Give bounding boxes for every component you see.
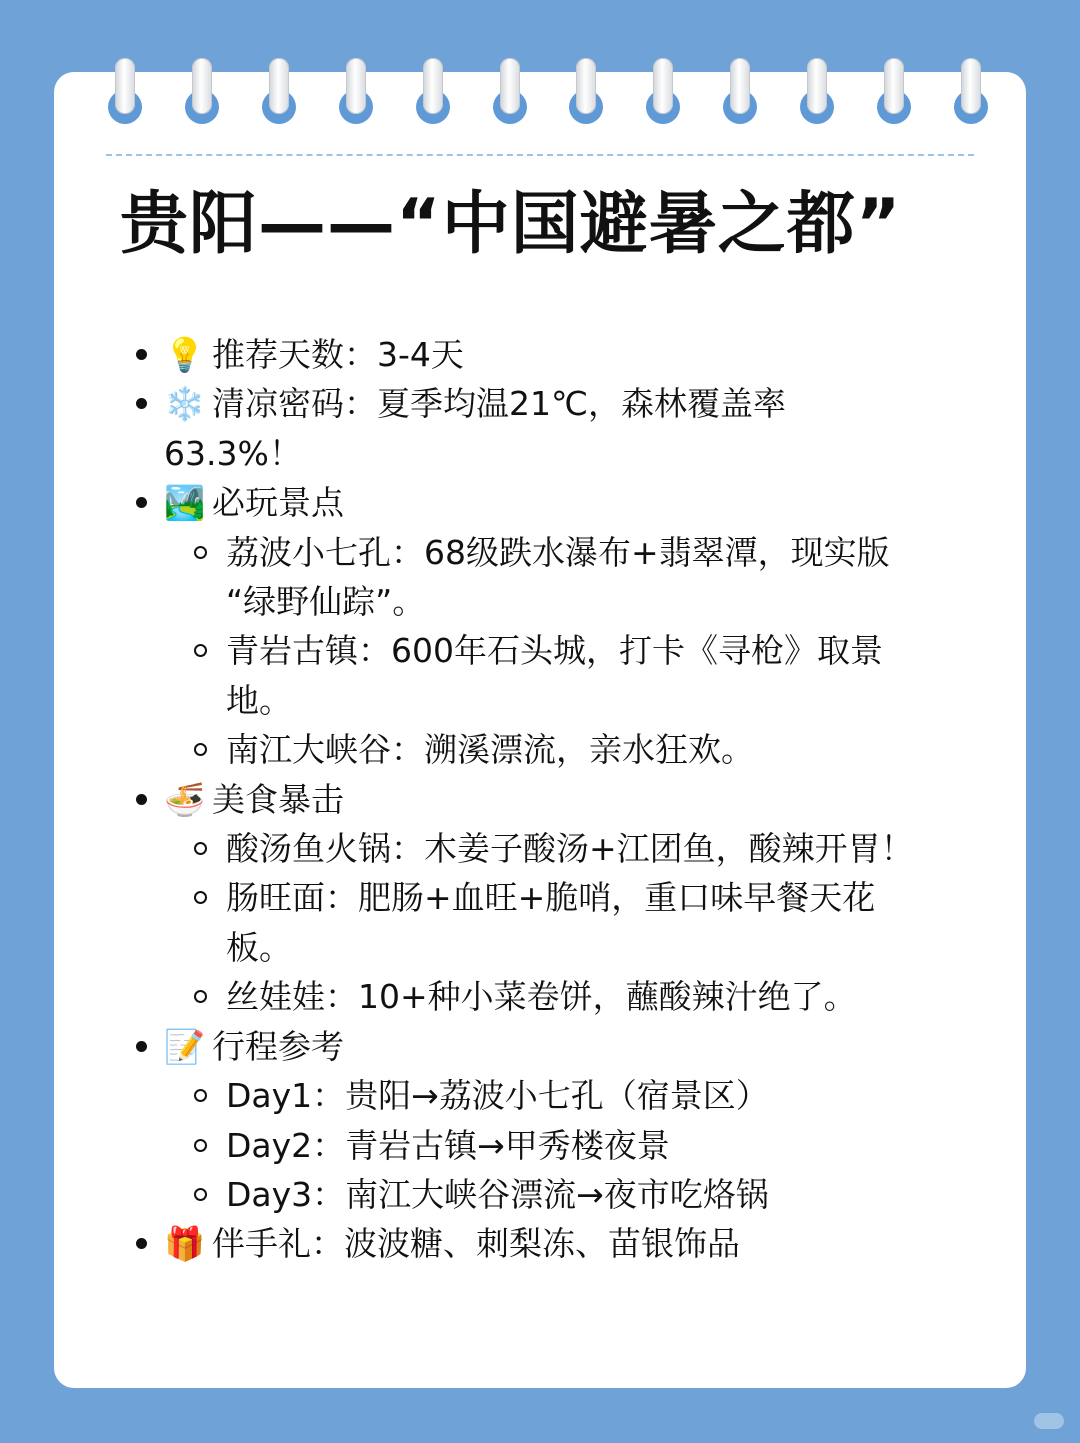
binder-ring <box>877 58 911 124</box>
sub-item-text: Day3：南江大峡谷漂流→夜市吃烙锅 <box>226 1174 769 1214</box>
sub-item-text: 酸汤鱼火锅：木姜子酸汤+江团鱼，酸辣开胃！ <box>226 829 914 869</box>
sub-item <box>128 626 958 725</box>
sub-item <box>128 528 958 627</box>
list-item-text: 美食暴击 <box>212 779 344 819</box>
list-item-food <box>128 775 958 824</box>
sub-item-text-continued: “绿野仙踪”。 <box>226 582 426 622</box>
bullet-dot <box>136 398 147 409</box>
page-title: 贵阳——“中国避暑之都” <box>120 185 902 264</box>
list-item-days <box>128 330 958 379</box>
bullet-circle <box>194 1089 207 1102</box>
sub-item <box>128 873 958 972</box>
sub-item-text-continued: 板。 <box>226 927 292 967</box>
sub-item <box>128 824 958 873</box>
itinerary-list <box>128 330 958 1269</box>
sub-item <box>128 725 958 774</box>
sub-item-text: Day2：青岩古镇→甲秀楼夜景 <box>226 1125 670 1165</box>
bullet-circle <box>194 743 207 756</box>
gift-icon: 🎁 <box>164 1224 206 1264</box>
binder-ring <box>723 58 757 124</box>
binder-ring <box>108 58 142 124</box>
binder-ring <box>416 58 450 124</box>
watermark-badge <box>1034 1413 1064 1429</box>
bullet-circle <box>194 644 207 657</box>
sub-item-text: Day1：贵阳→荔波小七孔（宿景区） <box>226 1076 769 1116</box>
binder-ring <box>569 58 603 124</box>
binder-ring <box>493 58 527 124</box>
sub-item-text: 南江大峡谷：溯溪漂流，亲水狂欢。 <box>226 730 754 770</box>
list-item-schedule <box>128 1022 958 1071</box>
sub-item <box>128 1170 958 1219</box>
binder-ring <box>262 58 296 124</box>
sub-item <box>128 1121 958 1170</box>
memo-icon: 📝 <box>164 1026 206 1066</box>
bullet-circle <box>194 842 207 855</box>
bullet-dot <box>136 794 147 805</box>
bullet-circle <box>194 1188 207 1201</box>
landscape-icon: 🏞️ <box>164 483 206 523</box>
list-item-climate <box>128 379 958 478</box>
snowflake-icon: ❄️ <box>164 384 206 424</box>
bullet-dot <box>136 1238 147 1249</box>
lightbulb-icon: 💡 <box>164 335 206 374</box>
list-item-text: 推荐天数：3-4天 <box>212 335 464 374</box>
list-item-text: 必玩景点 <box>212 483 344 523</box>
list-item-text: 行程参考 <box>212 1026 344 1066</box>
bullet-dot <box>136 1041 147 1052</box>
binder-ring <box>800 58 834 124</box>
bullet-circle <box>194 1139 207 1152</box>
binder-ring <box>339 58 373 124</box>
noodle-bowl-icon: 🍜 <box>164 779 206 819</box>
sub-item-text: 肠旺面：肥肠+血旺+脆哨，重口味早餐天花 <box>226 878 876 918</box>
binder-ring <box>185 58 219 124</box>
list-item-text: 伴手礼：波波糖、刺梨冻、苗银饰品 <box>212 1224 740 1264</box>
list-item-sights <box>128 478 958 527</box>
binder-ring <box>954 58 988 124</box>
binder-ring <box>646 58 680 124</box>
bullet-dot <box>136 497 147 508</box>
dashed-divider <box>106 154 974 156</box>
sub-item-text-continued: 地。 <box>226 680 292 720</box>
bullet-dot <box>136 349 147 360</box>
list-item-text: 清凉密码：夏季均温21℃，森林覆盖率 <box>212 384 787 424</box>
list-item-text-continued: 63.3%！ <box>164 433 302 473</box>
sub-item-text: 青岩古镇：600年石头城，打卡《寻枪》取景 <box>226 631 883 671</box>
bullet-circle <box>194 546 207 559</box>
list-item-souvenirs <box>128 1219 958 1268</box>
sub-item-text: 荔波小七孔：68级跌水瀑布+翡翠潭，现实版 <box>226 532 890 572</box>
bullet-circle <box>194 891 207 904</box>
sub-item <box>128 1071 958 1120</box>
sub-item-text: 丝娃娃：10+种小菜卷饼，蘸酸辣汁绝了。 <box>226 977 857 1017</box>
sub-item <box>128 972 958 1021</box>
bullet-circle <box>194 990 207 1003</box>
